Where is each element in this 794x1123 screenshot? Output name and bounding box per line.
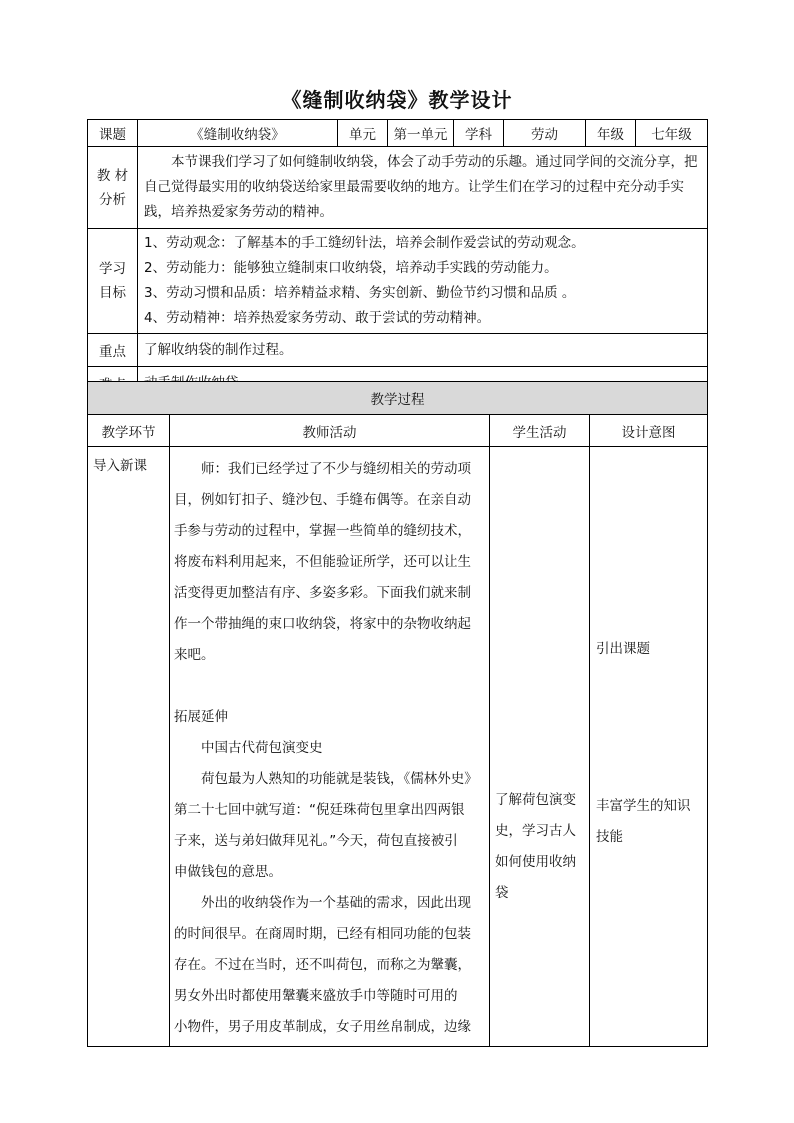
- key-point-label: 重点: [88, 334, 138, 367]
- analysis-row: [88, 147, 708, 229]
- subject-value: 劳动: [504, 120, 586, 147]
- teacher-line: 子来，送与弟妇做拜见礼。”今天，荷包直接被引: [174, 833, 458, 849]
- teacher-line: 荷包最为人熟知的功能就是装钱，《儒林外史》: [201, 771, 478, 787]
- teacher-line: 将废布料利用起来，不但能验证所学，还可以让生: [174, 554, 471, 570]
- course-value: 《缝制收纳袋》: [138, 120, 338, 147]
- page-title: 《缝制收纳袋》教学设计: [281, 88, 513, 112]
- info-row: [88, 120, 708, 147]
- student-activity: [490, 447, 589, 1046]
- intent-intro: 引出课题: [596, 641, 650, 657]
- col-teacher: 教师活动: [170, 415, 490, 447]
- grade-value: 七年级: [636, 120, 708, 147]
- teacher-cell: [170, 447, 490, 1047]
- student-line: 了解荷包演变: [495, 792, 576, 808]
- process-column-headers: [88, 415, 708, 447]
- design-intent: [590, 447, 707, 1046]
- col-student: 学生活动: [490, 415, 590, 447]
- unit-label: 单元: [338, 120, 388, 147]
- intent-line: 技能: [596, 829, 623, 845]
- intent-cell: [590, 447, 708, 1047]
- goal-item: 1、劳动观念：了解基本的手工缝纫针法，培养会制作爱尝试的劳动观念。: [144, 235, 585, 251]
- analysis-label-line2: 分析: [99, 191, 126, 208]
- unit-value: 第一单元: [388, 120, 454, 147]
- analysis-text: 本节课我们学习了如何缝制收纳袋，体会了动手劳动的乐趣。通过同学间的交流分享，把自己觉得最实用的收纳袋送给家里最需要收纳的地方。让学生们在学习的过程中充分动手实践，培养热爱家务劳动的精神。: [138, 147, 708, 229]
- goal-item: 3、劳动习惯和品质：培养精益求精、务实创新、勤俭节约习惯和品质 。: [144, 285, 576, 301]
- process-table: [87, 381, 708, 1047]
- course-label: 课题: [88, 120, 138, 147]
- extension-subtitle: 中国古代荷包演变史: [201, 740, 323, 756]
- analysis-label: [88, 147, 138, 229]
- student-line: 史，学习古人: [495, 823, 576, 839]
- student-text: [495, 785, 576, 909]
- teacher-line: 目，例如钉扣子、缝沙包、手缝布偶等。在亲自动: [174, 492, 471, 508]
- teacher-line: 作一个带抽绳的束口收纳袋，将家中的杂物收纳起: [174, 616, 471, 632]
- extension-heading: 拓展延伸: [174, 709, 228, 725]
- analysis-label-line1: 教 材: [96, 167, 129, 184]
- teacher-line: 外出的收纳袋作为一个基础的需求，因此出现: [201, 895, 471, 911]
- teacher-line: 申做钱包的意思。: [174, 864, 282, 880]
- student-line: 如何使用收纳: [495, 854, 576, 870]
- teacher-line: 小物件，男子用皮革制成，女子用丝帛制成，边缘: [174, 1019, 471, 1035]
- student-line: 袋: [495, 885, 509, 901]
- goals-list: [138, 229, 708, 334]
- goals-label: [88, 229, 138, 334]
- teacher-line: 的时间很早。在商周时期，已经有相同功能的包装: [174, 926, 471, 942]
- student-cell: [490, 447, 590, 1047]
- grade-label: 年级: [586, 120, 636, 147]
- col-intent: 设计意图: [590, 415, 708, 447]
- teacher-line: 师：我们已经学过了不少与缝纫相关的劳动项: [201, 461, 471, 477]
- goals-row: [88, 229, 708, 334]
- teacher-line: 活变得更加整洁有序、多姿多彩。下面我们就来制: [174, 585, 471, 601]
- teacher-line: 来吧。: [174, 647, 215, 663]
- key-point-text: 了解收纳袋的制作过程。: [138, 334, 708, 367]
- process-header: 教学过程: [88, 382, 708, 415]
- process-row: [88, 447, 708, 1047]
- col-stage: 教学环节: [88, 415, 170, 447]
- teacher-line: [170, 671, 489, 702]
- key-point-row: [88, 334, 708, 367]
- intent-line: 丰富学生的知识: [596, 798, 691, 814]
- teacher-activity: [170, 447, 489, 1046]
- teacher-line: 手参与劳动的过程中，掌握一些简单的缝纫技术，: [174, 523, 471, 539]
- stage-label: 导入新课: [93, 458, 147, 474]
- intent-knowledge: [596, 791, 691, 853]
- stage-cell: [88, 447, 170, 1047]
- teacher-line: 第二十七回中就写道：“倪廷珠荷包里拿出四两银: [174, 802, 465, 818]
- goal-item: 2、劳动能力：能够独立缝制束口收纳袋，培养动手实践的劳动能力。: [144, 260, 558, 276]
- subject-label: 学科: [454, 120, 504, 147]
- teacher-line: 存在。不过在当时，还不叫荷包，而称之为鞶囊，: [174, 957, 471, 973]
- teacher-line: 男女外出时都使用鞶囊来盛放手巾等随时可用的: [174, 988, 458, 1004]
- goals-label-line2: 目标: [99, 285, 126, 301]
- goal-item: 4、劳动精神：培养热爱家务劳动、敢于尝试的劳动精神。: [144, 310, 491, 326]
- goals-label-line1: 学习: [99, 261, 126, 277]
- info-table: [87, 119, 708, 400]
